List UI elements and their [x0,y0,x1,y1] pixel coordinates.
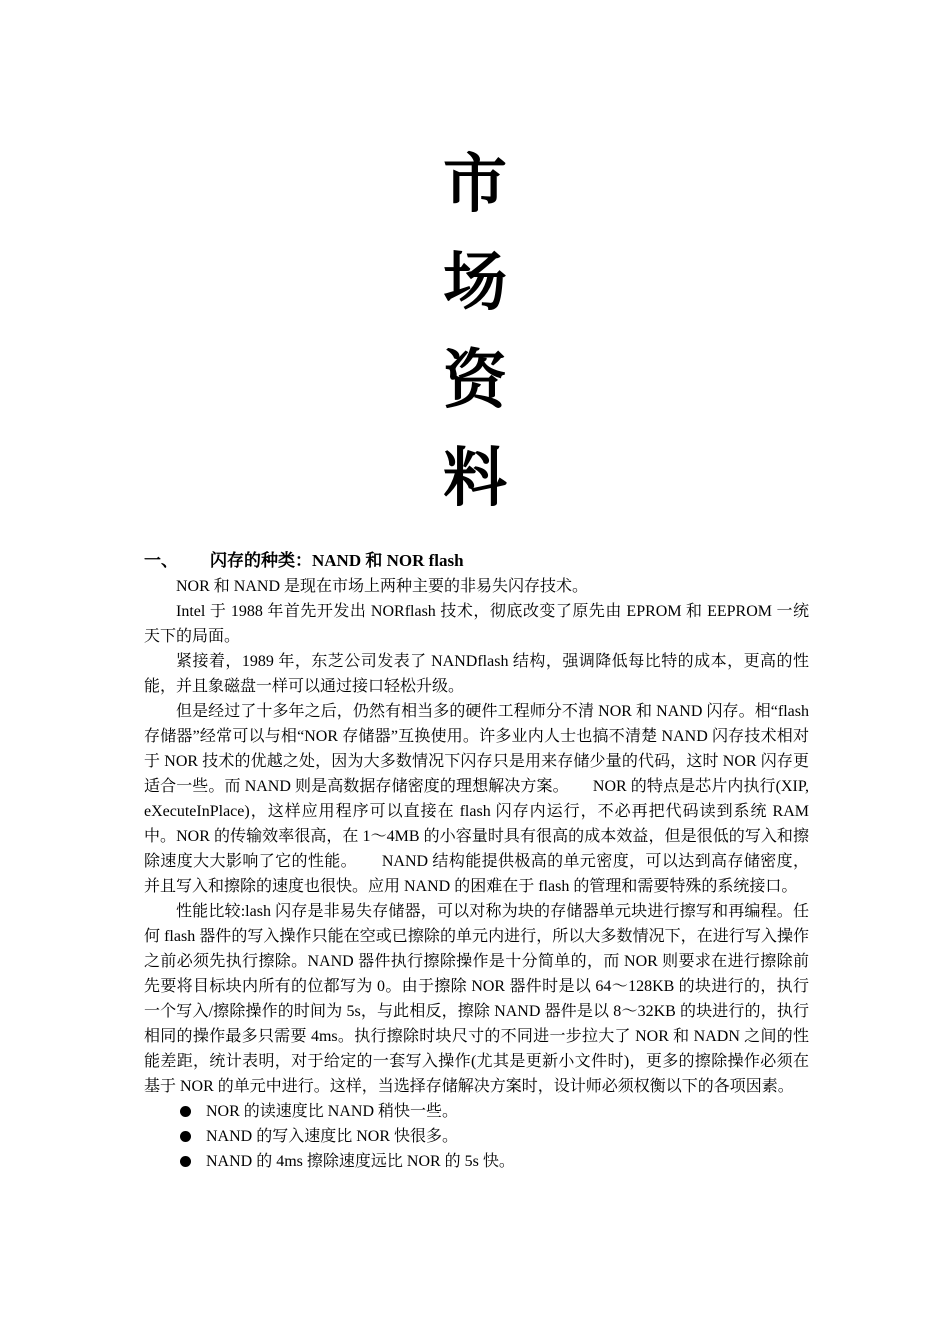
list-item [144,1099,809,1124]
list-item [144,1149,809,1174]
bullet-icon [180,1106,191,1117]
paragraph: Intel 于 1988 年首先开发出 NORflash 技术，彻底改变了原先由 EPROM 和 EEPROM 一统天下的局面。 [144,603,809,645]
title-char: 市 [443,148,507,222]
title-char: 料 [443,442,507,516]
paragraph: 紧接着，1989 年，东芝公司发表了 NANDflash 结构，强调降低每比特的成本，更高的性能，并且象磁盘一样可以通过接口轻松升级。 [144,653,809,695]
title-char: 资 [443,344,507,418]
bullet-icon [180,1131,191,1142]
list-item-text: NAND 的 4ms 擦除速度远比 NOR 的 5s 快。 [206,1153,515,1170]
section-number: 一、 [144,551,178,570]
paragraph: 性能比较:lash 闪存是非易失存储器，可以对称为块的存储器单元块进行擦写和再编程。任何 flash 器件的写入操作只能在空或已擦除的单元内进行，所以大多数情况下，在进行写入操作之前必须先执行擦除。NAND 器件执行擦除操作是十分简单的，而 NOR 则要求在进行擦除前先要将目标块内所有的位都写为 0。由于擦除 NOR 器件时是以 64～128KB 的块进行的，执行一个写入/擦除操作的时间为 5s，与此相反，擦除 NAND 器件是以 8～32KB 的块进行的，执行相同的操作最多只需要 4ms。执行擦除时块尺寸的不同进一步拉大了 NOR 和 NADN 之间的性能差距，统计表明，对于给定的一套写入操作(尤其是更新小文件时)，更多的擦除操作必须在基于 NOR 的单元中进行。这样，当选择存储解决方案时，设计师必须权衡以下的各项因素。 [144,903,809,1095]
title-char: 场 [443,246,507,320]
section-heading-text: 闪存的种类：NAND 和 NOR flash [210,551,464,570]
list-item-text: NAND 的写入速度比 NOR 快很多。 [206,1128,459,1145]
section-heading [144,548,809,574]
list-item [144,1124,809,1149]
list-item-text: NOR 的读速度比 NAND 稍快一些。 [206,1103,459,1120]
document-body [144,548,809,1174]
paragraph: NOR 和 NAND 是现在市场上两种主要的非易失闪存技术。 [176,578,589,595]
bullet-list [144,1099,809,1174]
paragraph: 但是经过了十多年之后，仍然有相当多的硬件工程师分不清 NOR 和 NAND 闪存。相“flash 存储器”经常可以与相“NOR 存储器”互换使用。许多业内人士也搞不清楚 NAND 闪存技术相对于 NOR 技术的优越之处，因为大多数情况下闪存只是用来存储少量的代码，这时 NOR 闪存更适合一些。而 NAND 则是高数据存储密度的理想解决方案。 NOR 的特点是芯片内执行(XIP,eXecuteInPlace)，这样应用程序可以直接在 flash 闪存内运行，不必再把代码读到系统 RAM 中。NOR 的传输效率很高，在 1～4MB 的小容量时具有很高的成本效益，但是很低的写入和擦除速度大大影响了它的性能。 NAND 结构能提供极高的单元密度，可以达到高存储密度，并且写入和擦除的速度也很快。应用 NAND 的困难在于 flash 的管理和需要特殊的系统接口。 [144,703,809,895]
bullet-icon [180,1156,191,1167]
document-title [0,136,950,528]
